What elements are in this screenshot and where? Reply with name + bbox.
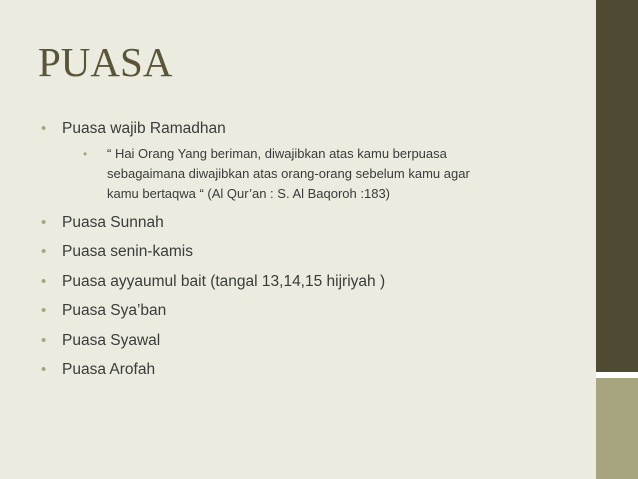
quote-line-3: kamu bertaqwa “ (Al Qur’an : S. Al Baqoroh :183): [107, 186, 391, 201]
bullet-dot-icon: •: [41, 302, 47, 319]
bullet-item-puasa-ayyaumul-bait: [38, 271, 558, 293]
slide-title: PUASA: [38, 39, 173, 85]
bullet-item-puasa-sunnah: [38, 212, 558, 234]
sub-bullet-item-quran-quote: [83, 144, 547, 204]
bullet-label: Puasa Syawal: [62, 331, 161, 349]
bullet-label: Puasa Sya’ban: [62, 302, 167, 319]
bullet-item-puasa-senin-kamis: [38, 241, 558, 263]
bullet-dot-icon: •: [41, 213, 47, 231]
bullet-label: Puasa Arofah: [62, 361, 156, 378]
bullet-dot-icon: •: [41, 361, 47, 378]
bullet-dot-icon: •: [41, 331, 47, 349]
side-bar-light-block: [596, 378, 638, 479]
bullet-item-puasa-syawal: [38, 330, 558, 352]
sub-bullet-list: [62, 144, 558, 204]
side-bar-dark-block: [596, 0, 638, 372]
quote-line-1: “ Hai Orang Yang beriman, diwajibkan atas kamu berpuasa: [107, 146, 447, 161]
bullet-label: Puasa senin-kamis: [62, 243, 193, 260]
quote-line-2: sebagaimana diwajibkan atas orang-orang sebelum kamu agar: [107, 166, 470, 181]
bullet-item-puasa-arofah: [38, 359, 558, 381]
bullet-list: [38, 118, 558, 381]
side-bar: [596, 0, 638, 479]
bullet-dot-icon: •: [41, 243, 47, 260]
bullet-dot-icon: •: [41, 272, 47, 290]
bullet-label: Puasa ayyaumul bait (tangal 13,14,15 hijriyah ): [62, 272, 386, 290]
sub-bullet-dot-icon: •: [83, 147, 88, 161]
bullet-label: Puasa wajib Ramadhan: [62, 120, 226, 137]
bullet-item-puasa-wajib-ramadhan: [38, 118, 558, 204]
bullet-item-puasa-syaban: [38, 300, 558, 322]
bullet-dot-icon: •: [41, 120, 47, 137]
bullet-label: Puasa Sunnah: [62, 213, 164, 231]
